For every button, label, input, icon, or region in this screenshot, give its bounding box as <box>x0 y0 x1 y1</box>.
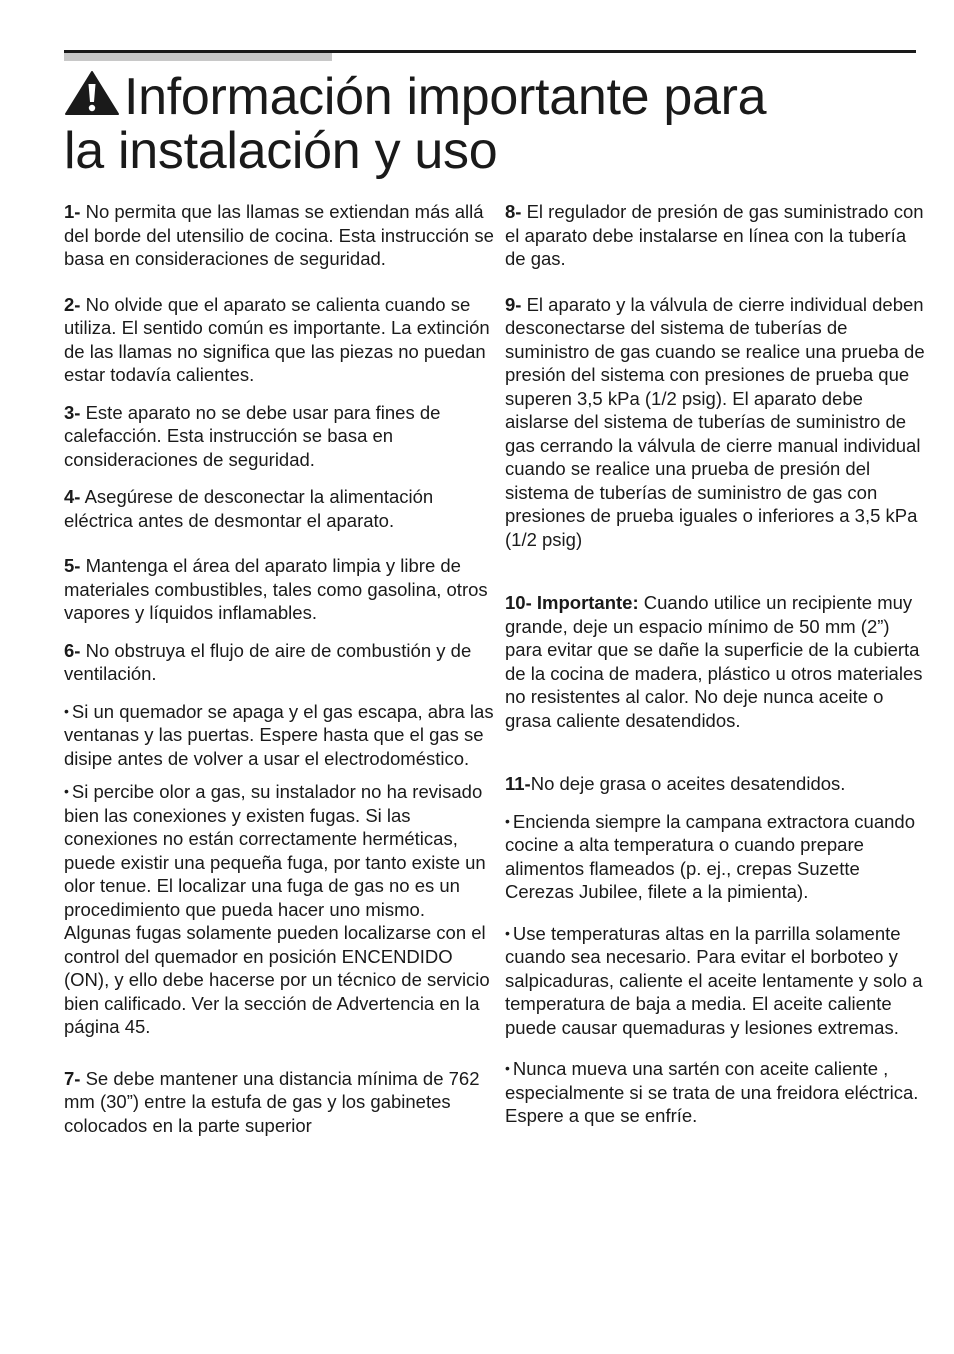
instruction-item-9 <box>505 293 925 552</box>
item-text: Se debe mantener una distancia mínima de 762 mm (30”) entre la estufa de gas y los gabinetes colocados en la parte superior <box>64 1067 480 1136</box>
instruction-item-6 <box>64 639 494 686</box>
title-line-2: la instalación y uso <box>64 122 498 180</box>
item-text: Este aparato no se debe usar para fines de calefacción. Esta instrucción se basa en consideraciones de seguridad. <box>64 401 441 470</box>
instruction-item-2 <box>64 293 494 387</box>
item-text: El regulador de presión de gas suministrado con el aparato debe instalarse en línea con la tubería de gas. <box>505 201 924 269</box>
instruction-item-8 <box>505 200 925 271</box>
item-number: 8- <box>505 201 522 222</box>
right-column <box>505 200 925 1138</box>
item-number: 2- <box>64 293 81 315</box>
item-text: No permita que las llamas se extiendan más allá del borde del utensilio de cocina. Esta instrucción se basa en consideraciones de seguridad. <box>64 201 494 269</box>
instruction-item-11 <box>505 772 925 796</box>
bullet-item-hot-oil-pan <box>505 1057 925 1128</box>
bullet-text: Nunca mueva una sartén con aceite caliente , especialmente si se trata de una freidora eléctrica. Espere a que se enfríe. <box>505 1058 919 1126</box>
item-number: 1- <box>64 201 81 222</box>
instruction-item-4 <box>64 485 494 532</box>
bullet-item-gas-odor <box>64 780 494 1039</box>
item-number: 10- Importante: <box>505 592 639 613</box>
item-number: 6- <box>64 639 81 661</box>
item-number: 5- <box>64 555 81 576</box>
left-column <box>64 200 494 1151</box>
bullet-text: Encienda siempre la campana extractora cuando cocine a alta temperatura o cuando prepare alimentos flameados (p. ej., crepas Suzette Cerezas Jubilee, filete a la pimienta). <box>505 810 916 902</box>
item-text: Asegúrese de desconectar la alimentación eléctrica antes de desmontar el aparato. <box>64 486 434 531</box>
instruction-item-10 <box>505 591 925 732</box>
instruction-item-7 <box>64 1067 494 1138</box>
header-accent-bar <box>64 53 332 61</box>
instruction-item-5 <box>64 554 494 625</box>
bullet-item-extractor-hood <box>505 810 925 904</box>
item-number: 11- <box>505 773 531 794</box>
bullet-icon: • <box>505 924 510 941</box>
warning-triangle-icon <box>64 70 120 116</box>
bullet-icon: • <box>64 783 69 799</box>
item-text: Mantenga el área del aparato limpia y libre de materiales combustibles, tales como gasolina, otros vapores y líquidos inflamables. <box>64 555 488 623</box>
item-number: 3- <box>64 401 81 423</box>
title-line-1: Información importante para <box>124 68 767 126</box>
instruction-item-3 <box>64 401 494 472</box>
item-text: No obstruya el flujo de aire de combustión y de ventilación. <box>64 639 472 684</box>
item-text: El aparato y la válvula de cierre individual deben desconectarse del sistema de tuberías de suministro de gas cuando se realice una prueba de presión del sistema con presiones de prueba que superen 3,5 kPa (1/2 psig). El aparato debe aislarse del sistema de tuberías de suministro de gas cerrando la válvula de cierre manual individual cuando se realice una prueba de presión del sistema de tuberías de suministro de gas con presiones de prueba iguales o inferiores a 3,5 kPa (1/2 psig) <box>505 293 925 550</box>
bullet-icon: • <box>505 812 510 829</box>
bullet-icon: • <box>64 702 69 719</box>
item-number: 9- <box>505 293 522 315</box>
bullet-item-gas-escape <box>64 700 494 771</box>
item-text: No deje grasa o aceites desatendidos. <box>530 773 846 794</box>
bullet-text: Use temperaturas altas en la parrilla solamente cuando sea necesario. Para evitar el borboteo y salpicaduras, caliente el aceite lentamente y solo a temperatura de baja a media. El aceite caliente puede causar quemaduras y lesiones extremas. <box>505 922 923 1038</box>
instruction-item-1 <box>64 200 494 271</box>
item-number: 4- <box>64 486 81 507</box>
bullet-icon: • <box>505 1060 510 1076</box>
item-text: Cuando utilice un recipiente muy grande, deje un espacio mínimo de 50 mm (2”) para evitar que se dañe la superficie de la cubierta de la cocina de madera, plástico u otros materiales no resistentes al calor. No deje nunca aceite o grasa caliente desatendidos. <box>505 592 923 731</box>
bullet-text: Si percibe olor a gas, su instalador no ha revisado bien las conexiones y existen fugas. Si las conexiones no están correctamente herméticas, puede existir una pequeña fuga, por tanto existe un olor tenue. El localizar una fuga de gas no es un procedimiento que pueda hacer uno mismo. Algunas fugas solamente pueden localizarse con el control del quemador en posición ENCENDIDO (ON), y ello debe hacerse por un técnico de servicio bien calificado. Ver la sección de Advertencia en la página 45. <box>64 781 490 1037</box>
bullet-item-high-temperature <box>505 922 925 1040</box>
page-title <box>64 70 924 178</box>
bullet-text: Si un quemador se apaga y el gas escapa, abra las ventanas y las puertas. Espere hasta que el gas se disipe antes de volver a usar el electrodoméstico. <box>64 700 494 769</box>
item-number: 7- <box>64 1067 81 1089</box>
item-text: No olvide que el aparato se calienta cuando se utiliza. El sentido común es importante. La extinción de las llamas no significa que las piezas no puedan estar todavía calientes. <box>64 293 490 385</box>
